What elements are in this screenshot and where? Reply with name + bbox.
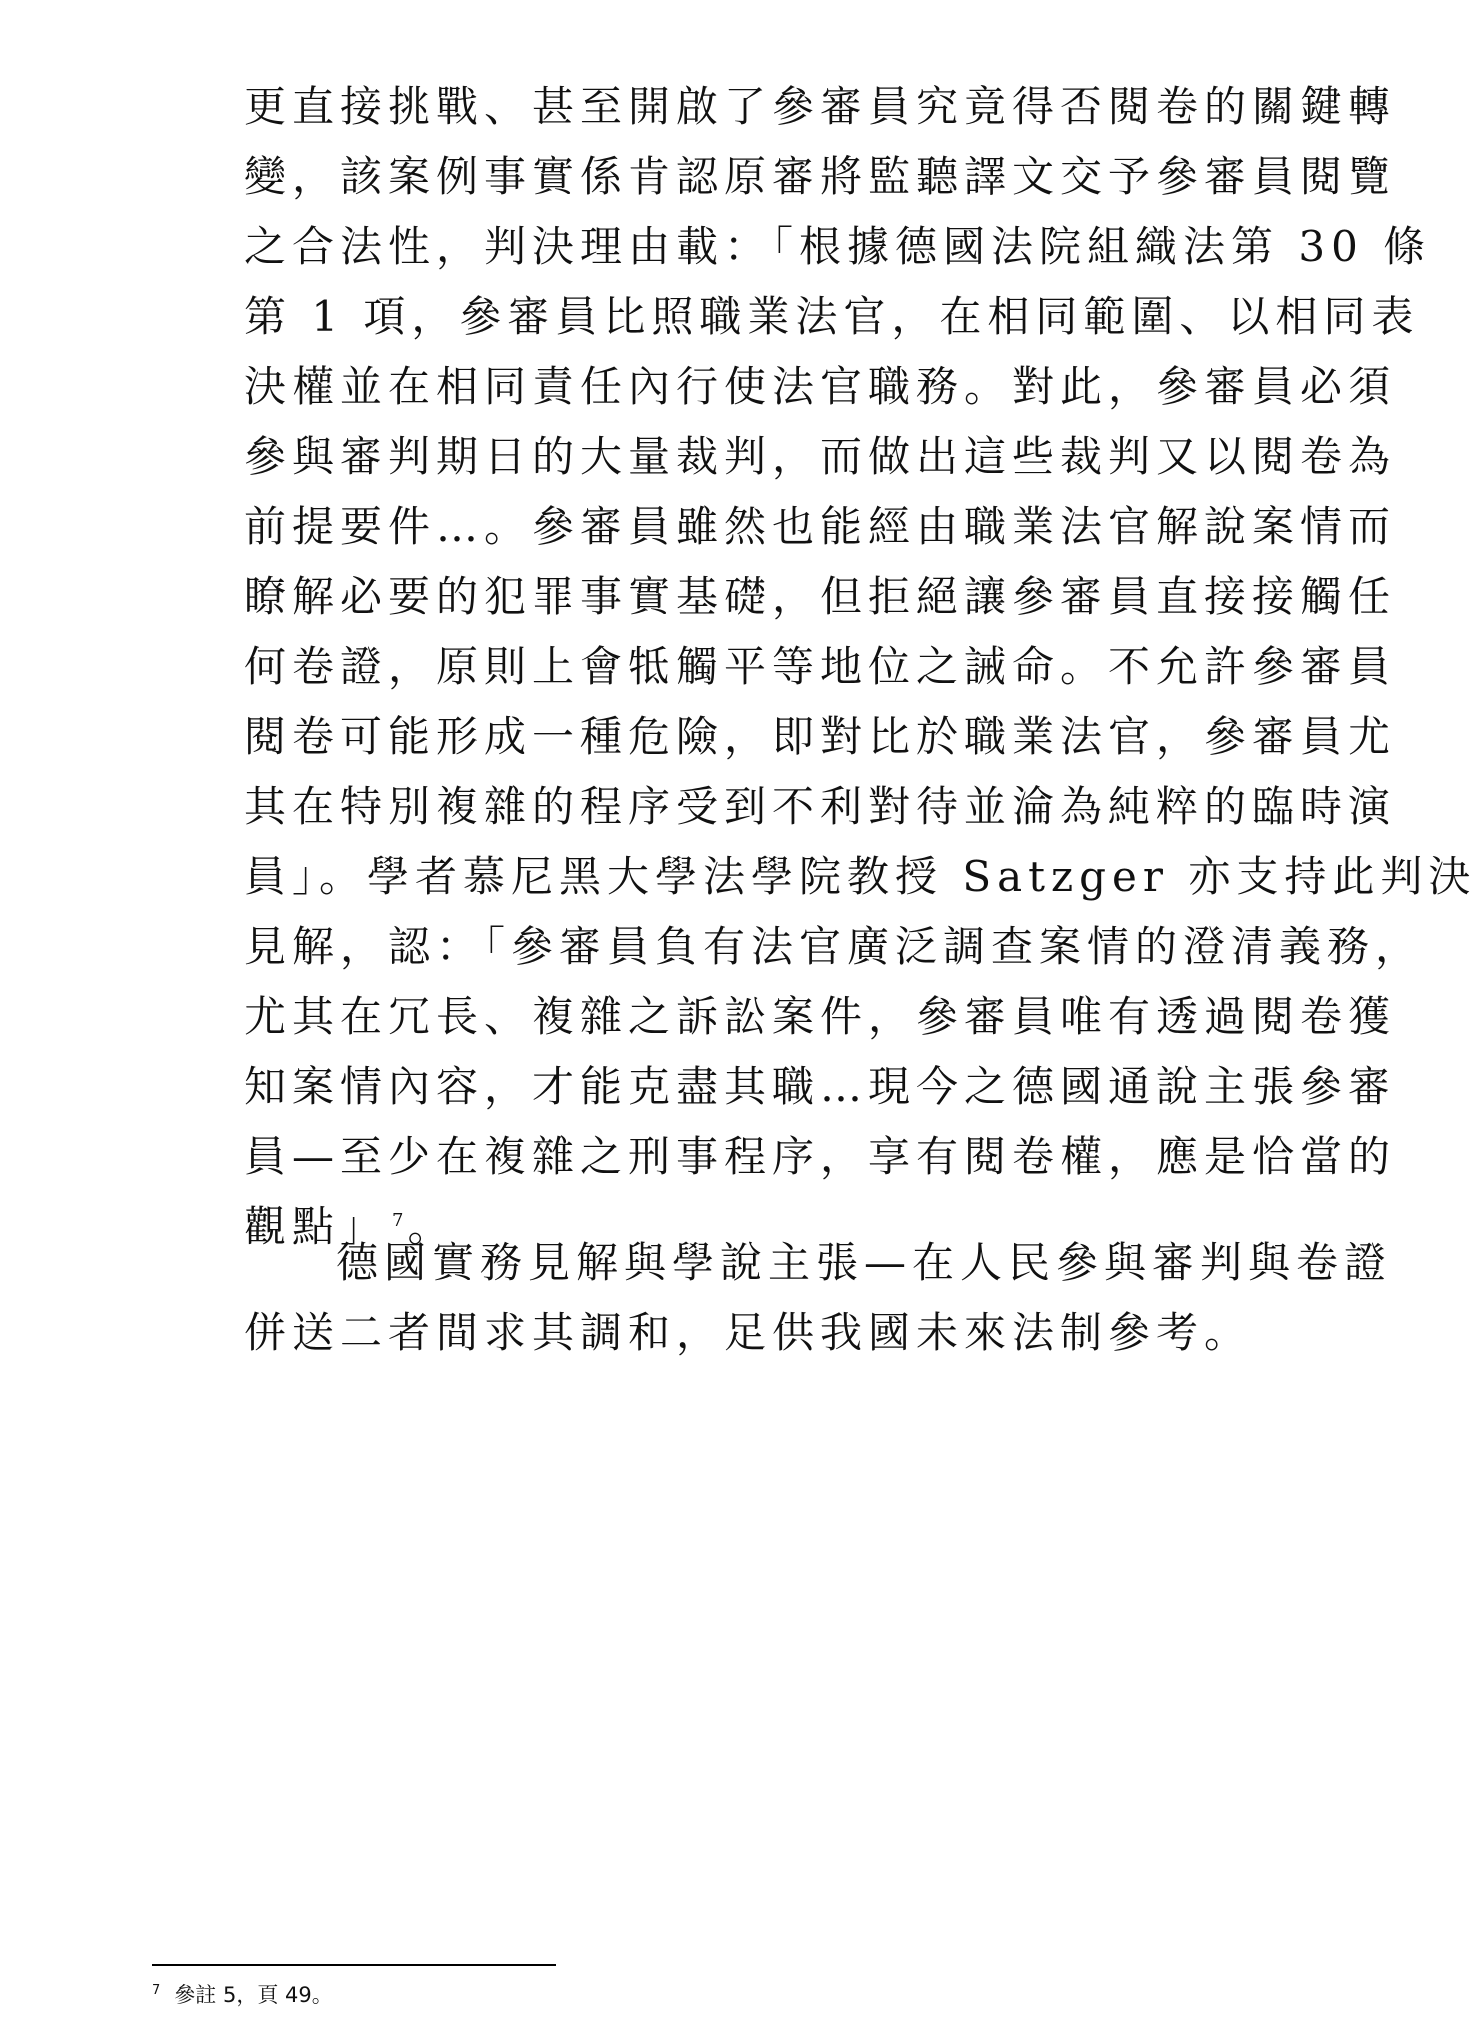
- text-line: 尤其在冗長、複雜之訴訟案件，參審員唯有透過閱卷獲: [244, 992, 1397, 1041]
- text-line: 第 1 項，參審員比照職業法官，在相同範圍、以相同表: [244, 292, 1420, 341]
- text-line: 變，該案例事實係肯認原審將監聽譯文交予參審員閱覽: [244, 152, 1397, 201]
- last-line-text: 觀點」: [244, 1202, 389, 1251]
- footnote-reference[interactable]: 7: [392, 1210, 404, 1231]
- footnote-separator: [152, 1964, 556, 1966]
- text-line: 閱卷可能形成一種危險，即對比於職業法官，參審員尤: [244, 712, 1397, 761]
- body-paragraph-2: [244, 1228, 1393, 1368]
- text-line: 參與審判期日的大量裁判，而做出這些裁判又以閱卷為: [244, 432, 1397, 481]
- text-line: 知案情內容，才能克盡其職…現今之德國通說主張參審: [244, 1062, 1397, 1111]
- text-line: 德國實務見解與學說主張—在人民參與審判與卷證: [336, 1238, 1393, 1287]
- text-line: 其在特別複雜的程序受到不利對待並淪為純粹的臨時演: [244, 782, 1397, 831]
- text-line: 員」。學者慕尼黑大學法學院教授 Satzger 亦支持此判決: [244, 852, 1477, 901]
- text-line: 併送二者間求其調和，足供我國未來法制參考。: [244, 1308, 1253, 1357]
- last-line-end: 。: [407, 1202, 456, 1251]
- footnote-text: 參註 5，頁 49。: [174, 1983, 333, 2007]
- text-line: 決權並在相同責任內行使法官職務。對此，參審員必須: [244, 362, 1397, 411]
- body-paragraph-1: [244, 72, 1477, 1262]
- text-line: 見解，認：「參審員負有法官廣泛調查案情的澄清義務，: [244, 922, 1424, 971]
- text-line: 更直接挑戰、甚至開啟了參審員究竟得否閱卷的關鍵轉: [244, 82, 1397, 131]
- text-line: 瞭解必要的犯罪事實基礎，但拒絕讓參審員直接接觸任: [244, 572, 1397, 621]
- text-line: 員—至少在複雜之刑事程序，享有閱卷權，應是恰當的: [244, 1132, 1397, 1181]
- text-line: 何卷證，原則上會牴觸平等地位之誡命。不允許參審員: [244, 642, 1397, 691]
- text-line: 之合法性，判決理由載：「根據德國法院組織法第 30 條: [244, 222, 1432, 271]
- footnote-number: 7: [152, 1983, 161, 1998]
- footnote: [152, 1976, 333, 2010]
- text-line: 前提要件…。參審員雖然也能經由職業法官解說案情而: [244, 502, 1397, 551]
